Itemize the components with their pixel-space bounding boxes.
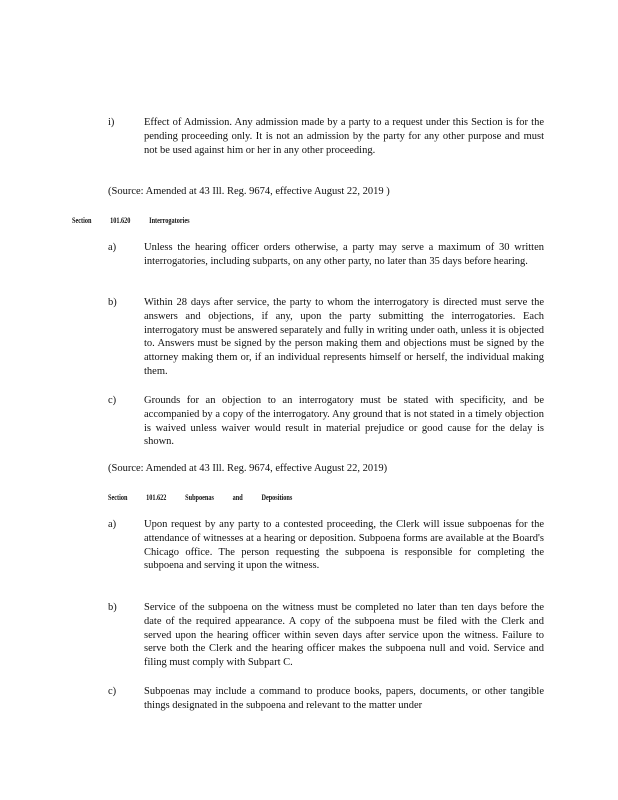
section-word: Section [108, 493, 128, 502]
paragraph-label: b) [108, 602, 117, 613]
section-title-depositions: Depositions [261, 493, 293, 502]
paragraph-text: Service of the subpoena on the witness must be completed no later than ten days before the date of the required appearance. A copy of the subpoena must be filed with the Clerk and served upon the hearing officer within seven days after service upon the witness. Failure to serve both the Clerk and the hearing officer makes the subpoena null and void. Service and filing must comply with Subpart C. [144, 602, 544, 669]
section-heading-101-620 [72, 215, 207, 226]
paragraph-label: a) [108, 242, 117, 253]
section-number: 101.620 [110, 216, 131, 225]
source-note: (Source: Amended at 43 Ill. Reg. 9674, effective August 22, 2019) [108, 463, 388, 474]
paragraph-text: Unless the hearing officer orders otherwise, a party may serve a maximum of 30 written interrogatories, including subparts, on any other party, no later than 35 days before hearing. [144, 242, 544, 267]
section-number: 101.622 [146, 493, 167, 502]
section-heading-101-622 [108, 492, 309, 503]
paragraph-text: Within 28 days after service, the party to whom the interrogatory is directed must serve the answers and objections, if any, upon the party submitting the interrogatories. Each interrogatory must be answered separately and fully in writing under oath, unless it is objected to. Answers must be signed by the person making them and objections must be signed by the attorney making them or, if an individual represents himself or herself, the individual making them. [144, 297, 544, 377]
paragraph-text: Grounds for an objection to an interrogatory must be stated with specificity, and be accompanied by a copy of the interrogatory. Any ground that is not stated in a timely objection is waived unless waiver would result in material prejudice or good cause for the delay is shown. [144, 395, 544, 448]
paragraph-text: Upon request by any party to a contested proceeding, the Clerk will issue subpoenas for the attendance of witnesses at a hearing or deposition. Subpoena forms are available at the Board's Chicago office. The person requesting the subpoena is responsible for completing the subpoena and serving it upon the witness. [144, 519, 544, 572]
paragraph-text: Subpoenas may include a command to produce books, papers, documents, or other tangible things designated in the subpoena and relevant to the matter under [144, 686, 544, 711]
paragraph-label: i) [108, 117, 115, 128]
section-title-and: and [232, 493, 243, 502]
section-title: Interrogatories [149, 216, 190, 225]
source-note: (Source: Amended at 43 Ill. Reg. 9674, effective August 22, 2019 ) [108, 186, 390, 197]
paragraph-label: c) [108, 686, 117, 697]
paragraph-label: c) [108, 395, 117, 406]
paragraph-label: b) [108, 297, 117, 308]
section-word: Section [72, 216, 92, 225]
section-title-subpoenas: Subpoenas [185, 493, 214, 502]
paragraph-label: a) [108, 519, 117, 530]
paragraph-text: Effect of Admission. Any admission made by a party to a request under this Section is for the pending proceeding only. It is not an admission by the party for any other purpose and must not be used against him or her in any other proceeding. [144, 117, 544, 156]
